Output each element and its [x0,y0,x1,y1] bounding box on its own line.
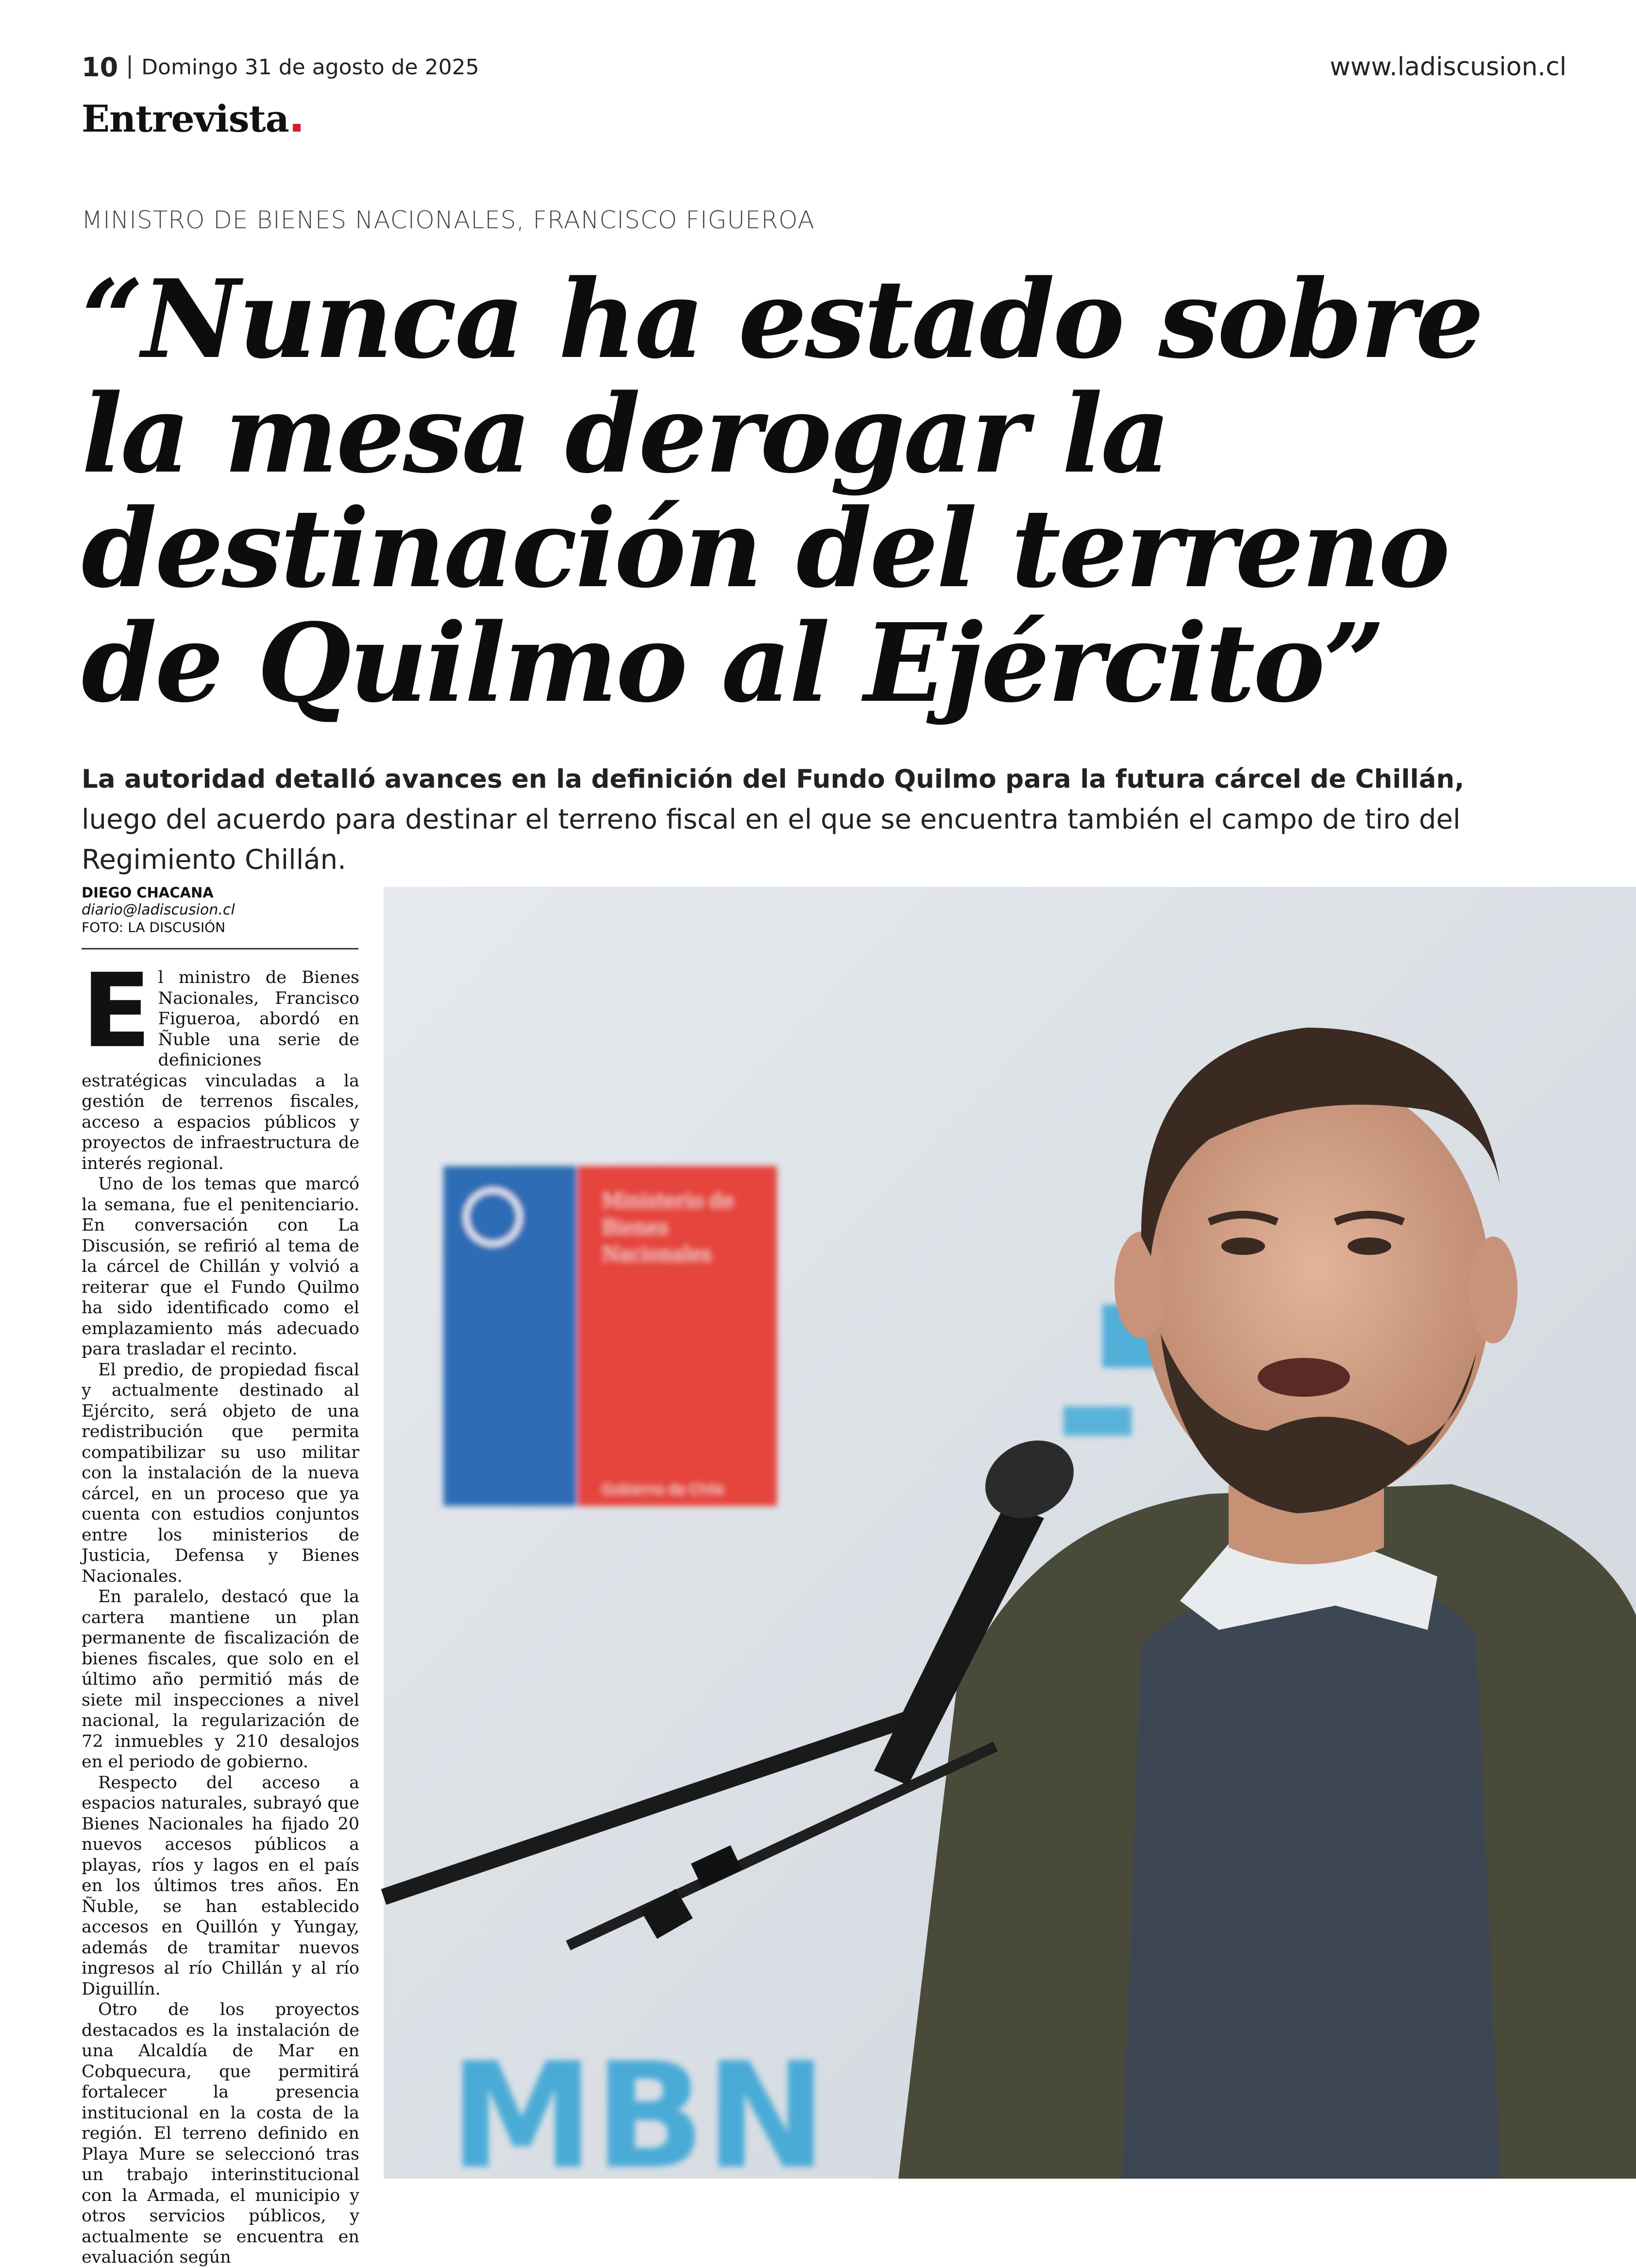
backdrop-logo-fragment [1063,1406,1131,1436]
body-paragraph: Otro de los proyectos destacados es la instalación de una Alcaldía de Mar en Cobquecura, que permitirá fortalecer la presencia institucional en la costa de la región. El terreno definido en Playa Mure se seleccionó tras un trabajo interinstitucional con la Armada, el municipio y otros servicios públicos, y actualmente se encuentra en evaluación según [82,2000,359,2267]
ear [1469,1236,1518,1343]
article-deck [82,759,1543,880]
section-label-text: Entrevista [82,97,289,140]
body-paragraph: Uno de los temas que marcó la semana, fue el penitenciario. En conversación con La Discusión, se refirió al tema de la cárcel de Chillán y volvió a reiterar que el Fundo Quilmo ha sido identificado como el emplazamiento más adecuado para trasladar el recinto. [82,1174,359,1359]
byline-email[interactable]: diario@ladiscusion.cl [82,901,235,918]
body-paragraph: En paralelo, destacó que la cartera mantiene un plan permanente de fiscalización de bienes fiscales, que solo en el último año permitió más de siete mil inspecciones a nivel nacional, la regularización de 72 inmuebles y 210 desalojos en el periodo de gobierno. [82,1587,359,1772]
article-body [82,951,359,2267]
byline-photo-credit: FOTO: LA DISCUSIÓN [82,919,226,935]
section-label [82,97,301,140]
body-paragraph: El predio, de propiedad fiscal y actualmente destinado al Ejército, será objeto de una redistribución que permita compatibilizar su uso militar con la instalación de la nueva cárcel, en un proceso que ya cuenta con estudios conjuntos entre los ministerios de Justicia, Defensa y Bienes Nacionales. [82,1360,359,1586]
sign-text: Bienes [602,1217,668,1239]
website-url[interactable]: www.ladiscusion.cl [1330,52,1567,82]
body-paragraph: l ministro de Bienes Nacionales, Francisco Figueroa, abordó en Ñuble una serie de definiciones estratégicas vinculadas a la gestión de terrenos fiscales, acceso a espacios públicos y proyectos de infraestructura de interés regional. [82,968,359,1173]
sweater [1122,1572,1501,2179]
deck-lead: La autoridad detalló avances en la definición del Fundo Quilmo para la futura cárcel de Chillán, [82,764,1465,794]
byline-divider [82,948,358,949]
article-photo [384,887,1636,2201]
ear [1114,1232,1168,1338]
page-number: 10 [82,51,118,83]
byline [82,884,358,936]
byline-author: DIEGO CHACANA [82,884,214,901]
issue-date: Domingo 31 de agosto de 2025 [141,54,479,80]
headline-line: “Nunca ha estado sobre [82,256,1482,383]
page-folio [82,52,479,82]
body-paragraph: Respecto del acceso a espacios naturales, subrayó que Bienes Nacionales ha fijado 20 nuevos accesos públicos a playas, ríos y lagos en el país en los últimos tres años. En Ñuble, se han establecido accesos en Quillón y Yungay, además de tramitar nuevos ingresos al río Chillán y al río Diguillín. [82,1773,359,1999]
headline-line: destinación del terreno [82,486,1449,612]
eye [1348,1237,1391,1255]
article-kicker: MINISTRO DE BIENES NACIONALES, FRANCISCO FIGUEROA [82,206,815,234]
mouth [1258,1358,1350,1397]
deck-rest: luego del acuerdo para destinar el terreno fiscal en el que se encuentra también el campo de tiro del Regimiento Chillán. [82,804,1461,876]
headline-line: de Quilmo al Ejército” [82,600,1383,727]
folio-divider [129,55,131,79]
section-accent-dot [293,124,301,132]
mbn-logo-text: MBN [449,2031,827,2201]
minister-photo-illustration [384,887,1636,2201]
article-headline [82,256,1577,727]
sign-footer-text: Gobierno de Chile [602,1481,724,1497]
headline-line: la mesa derogar la [82,371,1169,497]
sign-text: Nacionales [602,1243,711,1266]
sign-blue-panel [443,1166,577,1506]
sign-text: Ministerio de [602,1190,734,1212]
eye [1221,1237,1265,1255]
drop-cap: E [82,951,152,1070]
